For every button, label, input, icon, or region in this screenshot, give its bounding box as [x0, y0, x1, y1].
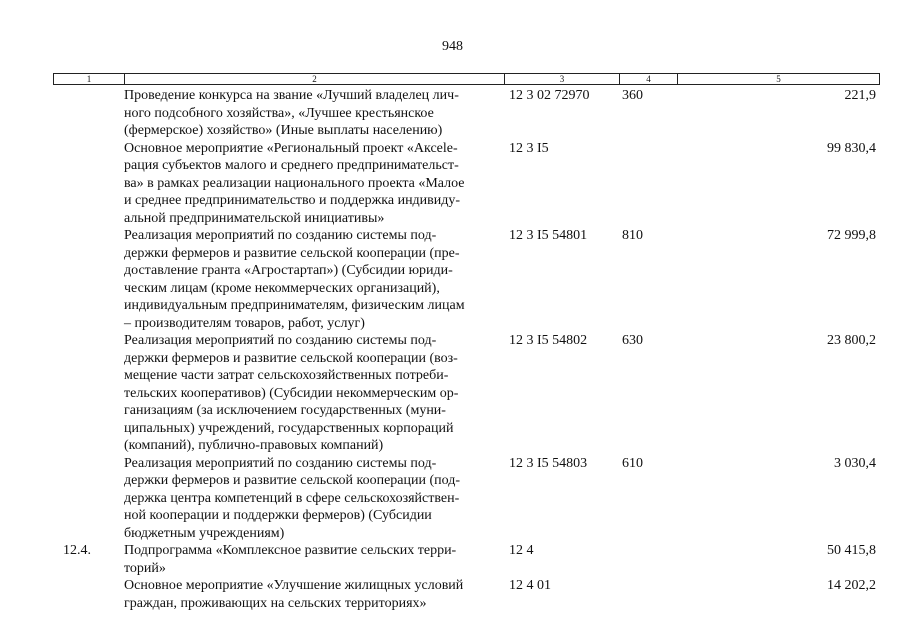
row-amount: 221,9: [844, 88, 876, 103]
table-body: [53, 87, 880, 612]
row-type: 610: [622, 455, 643, 471]
row-amount: 3 030,4: [834, 455, 876, 471]
row-number: [53, 577, 123, 612]
row-amount: 23 800,2: [827, 333, 876, 348]
row-number: [53, 332, 123, 455]
row-name: Реализация мероприятий по созданию системы под- держки фермеров и развитие сельской кооперации (под- держка центра компетенций в сфере сельскохозяйствен- ной кооперации и поддержки фермеров) (Субсидии бюджетным учреждениям): [124, 455, 461, 541]
row-type: 360: [622, 88, 643, 103]
row-name: Основное мероприятие «Улучшение жилищных условий граждан, проживающих на сельских территориях»: [124, 578, 464, 611]
row-code: 12 3 I5 54802: [509, 333, 588, 348]
table-row: [53, 140, 880, 228]
row-name: Подпрограмма «Комплексное развитие сельских терри- торий»: [124, 543, 457, 576]
row-amount: 99 830,4: [827, 140, 876, 156]
row-code: 12 4: [509, 543, 534, 558]
row-number: [53, 227, 123, 332]
header-col-1: 1: [86, 74, 92, 84]
header-col-2: 2: [124, 74, 504, 84]
row-number: [53, 455, 123, 543]
row-code: 12 3 02 72970: [509, 88, 590, 103]
row-name: Реализация мероприятий по созданию системы под- держки фермеров и развитие сельской кооперации (пре- доставление гранта «Агростартап») (Субсидии юриди- ческим лицам (кроме некоммерческих организаций), индивидуальным предпринимателям, физическим лицам – производителям товаров, работ, услуг): [124, 228, 465, 331]
row-amount: 14 202,2: [827, 578, 876, 593]
row-name: Проведение конкурса на звание «Лучший владелец лич- ного подсобного хозяйства», «Лучшее крестьянское (фермерское) хозяйство» (Иные выплаты населению): [124, 88, 459, 138]
row-code: 12 4 01: [509, 578, 551, 593]
row-amount: 50 415,8: [827, 543, 876, 558]
row-name: Основное мероприятие «Региональный проект «Аксele- рация субъектов малого и среднего предпринимательст- ва» в рамках реализации национального проекта «Малое и среднее предпринимательство и поддержка индивиду- альной предпринимательской инициативы»: [124, 140, 465, 226]
table-row: [53, 87, 880, 140]
row-amount: 72 999,8: [827, 228, 876, 243]
table-row: [53, 227, 880, 332]
row-type: [618, 542, 676, 577]
row-number: 12.4.: [63, 543, 91, 558]
table-row: [53, 455, 880, 543]
row-code: 12 3 I5 54801: [509, 228, 588, 243]
header-col-5: 5: [677, 74, 879, 84]
row-type: 810: [622, 228, 643, 243]
row-type: 630: [622, 333, 643, 348]
table-row: [53, 577, 880, 612]
header-col-3: 3: [504, 74, 619, 84]
row-type: [618, 577, 676, 612]
row-code: 12 3 I5: [509, 140, 549, 156]
row-code: 12 3 I5 54803: [509, 455, 588, 471]
table-row: [53, 542, 880, 577]
row-number: [53, 140, 123, 228]
row-type: [618, 140, 676, 228]
table-row: [53, 332, 880, 455]
page-number: 948: [442, 39, 463, 54]
row-name: Реализация мероприятий по созданию системы под- держки фермеров и развитие сельской кооперации (воз- мещение части затрат сельскохозяйственных потреби- тельских кооперативов) (Субсидии некоммерческим ор- ганизациям (за исключением государственных (муни- ципальных) учреждений, государственных корпораций (компаний), публично-правовых компаний): [124, 333, 459, 453]
row-number: [53, 87, 123, 140]
table-header: [53, 73, 880, 85]
header-col-4: 4: [619, 74, 677, 84]
